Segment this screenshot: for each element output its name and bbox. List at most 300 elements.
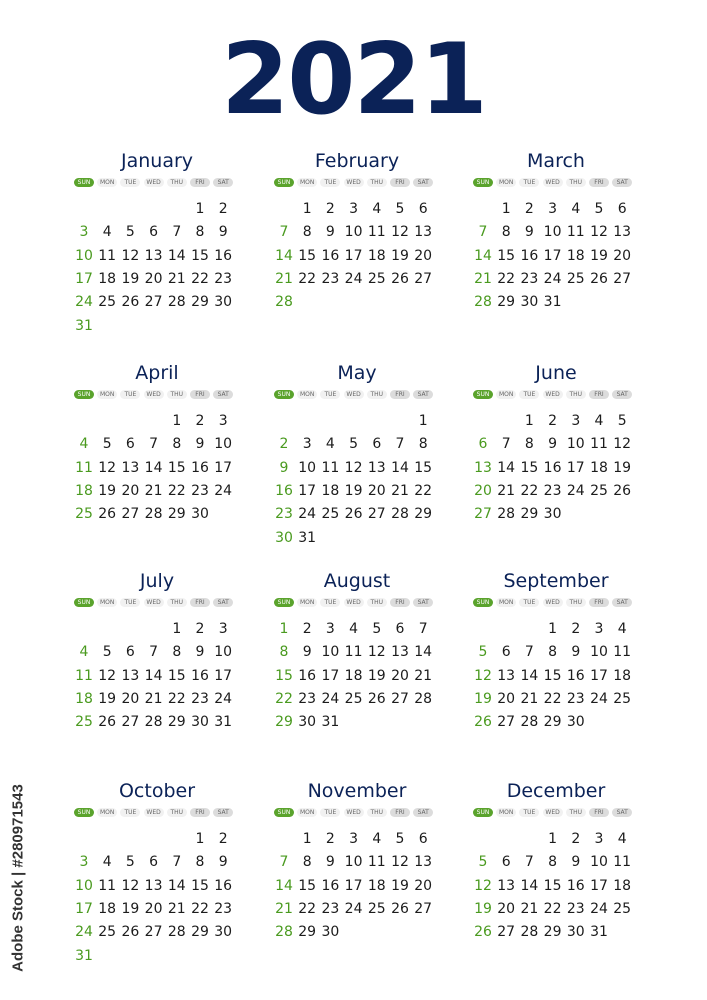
weekday-label-fri: FRI [589,808,609,817]
day-cell: 9 [195,436,205,453]
month-title: November [307,780,407,802]
day-cell: 28 [414,690,433,707]
day-cell: 8 [501,224,511,241]
day-cell: 28 [520,714,539,731]
month-october [72,780,242,990]
day-cell: 22 [298,900,317,917]
day-cell: 12 [474,667,492,684]
day-cell: 4 [372,201,382,217]
day-cell: 14 [520,877,539,894]
weekday-label-mon: MON [496,598,516,607]
day-cell: 8 [172,436,182,453]
day-cell: 24 [344,270,363,287]
day-cell: 19 [121,900,140,917]
day-cell: 27 [497,924,516,941]
day-cell: 20 [414,247,433,264]
day-cell: 28 [275,924,293,941]
day-cell: 31 [590,924,608,941]
day-cell: 21 [275,900,293,917]
day-cell: 18 [98,270,117,287]
day-cell: 15 [298,877,317,894]
day-cell: 18 [321,482,340,499]
day-cell: 15 [191,877,209,894]
day-cell: 8 [524,436,534,453]
day-cell: 5 [395,831,405,847]
day-cell: 20 [391,667,409,684]
day-cell: 29 [191,924,209,941]
day-cell: 1 [302,201,312,217]
weekday-label-mon: MON [97,178,117,187]
weekday-label-mon: MON [496,808,516,817]
day-cell: 16 [321,247,340,264]
weekday-label-sat: SAT [213,808,233,817]
day-cell: 27 [144,294,163,311]
day-cell: 1 [501,201,511,217]
month-july [72,570,242,780]
day-cell: 7 [524,644,534,661]
weekday-label-sun: SUN [274,178,294,187]
day-cell: 2 [571,621,581,637]
month-title: September [503,570,609,592]
month-title: August [323,570,391,592]
day-cell: 27 [613,270,632,287]
day-cell: 19 [590,247,608,264]
weekday-label-sat: SAT [213,178,233,187]
month-november [272,780,442,990]
day-cell: 2 [195,413,205,429]
day-cell: 10 [543,224,562,241]
weekday-label-mon: MON [297,598,317,607]
day-cell: 1 [524,413,534,429]
day-cell: 3 [349,831,359,847]
day-cell: 23 [321,900,340,917]
day-cell: 10 [344,854,363,871]
day-cell: 2 [279,436,289,453]
weekday-label-sun: SUN [74,178,94,187]
day-cell: 16 [298,667,317,684]
weekday-label-thu: THU [566,808,586,817]
weekday-label-sun: SUN [274,390,294,399]
day-cell: 22 [520,482,539,499]
weekday-label-fri: FRI [390,390,410,399]
day-cell: 11 [590,436,608,453]
day-cell: 5 [102,436,112,453]
day-cell: 14 [391,459,409,476]
day-cell: 5 [102,644,112,661]
weekday-label-tue: TUE [120,178,140,187]
day-cell: 13 [121,667,140,684]
day-cell: 8 [195,854,205,871]
weekday-label-fri: FRI [589,598,609,607]
day-cell: 25 [98,924,117,941]
day-cell: 20 [497,900,516,917]
day-cell: 19 [391,877,409,894]
day-cell: 13 [474,459,492,476]
weekday-label-fri: FRI [190,598,210,607]
day-cell: 5 [478,644,488,661]
day-cell: 17 [298,482,317,499]
day-cell: 7 [478,224,488,241]
day-cell: 22 [497,270,516,287]
day-cell: 4 [325,436,335,453]
day-cell: 9 [302,644,312,661]
month-title: May [337,362,377,384]
weekday-header [272,808,442,817]
day-cell: 19 [98,482,117,499]
day-cell: 7 [172,854,182,871]
day-cell: 16 [214,247,233,264]
day-cell: 1 [195,831,205,847]
day-cell: 19 [474,690,492,707]
day-cell: 28 [167,294,186,311]
day-cell: 6 [617,201,627,217]
weekday-label-sat: SAT [413,598,433,607]
day-cell: 24 [590,900,608,917]
weekday-label-wed: WED [344,808,364,817]
day-cell: 28 [391,506,409,523]
day-cell: 8 [302,854,312,871]
day-cell: 6 [478,436,488,453]
day-cell: 25 [367,270,386,287]
day-cell: 2 [325,201,335,217]
day-cell: 25 [75,714,93,731]
day-cell: 15 [167,667,186,684]
day-cell: 16 [520,247,539,264]
weekday-label-sat: SAT [213,390,233,399]
day-cell: 26 [590,270,608,287]
day-cell: 14 [275,877,293,894]
day-cell: 24 [75,924,93,941]
weekday-label-thu: THU [167,390,187,399]
day-cell: 13 [144,247,163,264]
day-cell: 12 [590,224,608,241]
day-cell: 20 [474,482,492,499]
day-cell: 31 [321,714,340,731]
day-cell: 2 [218,201,228,217]
weekday-label-sun: SUN [274,808,294,817]
day-cell: 17 [344,247,363,264]
day-cell: 21 [414,667,433,684]
day-cell: 9 [279,459,289,476]
weekday-label-fri: FRI [190,808,210,817]
day-cell: 16 [543,459,562,476]
day-cell: 28 [474,294,492,311]
day-cell: 10 [214,644,233,661]
day-cell: 27 [121,506,140,523]
day-cell: 31 [75,947,93,964]
day-cell: 1 [279,621,289,637]
weekday-label-wed: WED [144,178,164,187]
day-cell: 11 [613,644,632,661]
day-cell: 12 [391,854,409,871]
day-cell: 23 [275,506,293,523]
day-cell: 20 [613,247,632,264]
weekday-label-wed: WED [144,598,164,607]
day-cell: 7 [524,854,534,871]
day-cell: 2 [571,831,581,847]
day-cell: 30 [566,924,585,941]
day-cell: 22 [191,900,209,917]
weekday-label-sat: SAT [413,390,433,399]
day-cell: 25 [98,294,117,311]
weekday-label-thu: THU [167,178,187,187]
day-cell: 30 [191,714,209,731]
day-cell: 29 [275,714,293,731]
day-cell: 25 [613,900,632,917]
weekday-header [272,178,442,187]
day-cell: 17 [566,459,585,476]
day-cell: 18 [344,667,363,684]
weekday-label-sun: SUN [473,598,493,607]
weekday-label-mon: MON [496,178,516,187]
day-cell: 4 [571,201,581,217]
weekday-label-thu: THU [566,178,586,187]
month-title: July [139,570,175,592]
day-cell: 8 [195,224,205,241]
day-cell: 14 [520,667,539,684]
day-cell: 7 [279,224,289,241]
day-cell: 13 [613,224,632,241]
day-cell: 29 [520,506,539,523]
day-cell: 9 [571,644,581,661]
day-cell: 18 [367,877,386,894]
day-cell: 17 [214,459,233,476]
day-cell: 17 [214,667,233,684]
weekday-label-sat: SAT [413,808,433,817]
day-cell: 29 [191,294,209,311]
day-cell: 11 [98,877,117,894]
day-cell: 3 [594,831,604,847]
day-cell: 25 [590,482,608,499]
day-cell: 30 [543,506,562,523]
weekday-label-sat: SAT [612,178,632,187]
day-cell: 15 [167,459,186,476]
day-cell: 15 [520,459,539,476]
day-cell: 3 [548,201,558,217]
day-cell: 30 [520,294,539,311]
weekday-label-sun: SUN [473,808,493,817]
day-cell: 24 [344,900,363,917]
day-cell: 26 [474,924,492,941]
weekday-label-sat: SAT [612,598,632,607]
day-cell: 3 [571,413,581,429]
day-cell: 3 [79,854,89,871]
day-cell: 24 [543,270,562,287]
day-cell: 1 [172,413,182,429]
day-cell: 26 [367,690,386,707]
day-cell: 22 [191,270,209,287]
day-cell: 11 [75,667,93,684]
day-cell: 26 [121,294,140,311]
day-cell: 29 [167,506,186,523]
day-cell: 17 [75,270,93,287]
weekday-label-wed: WED [543,390,563,399]
day-cell: 5 [617,413,627,429]
day-cell: 31 [298,529,317,546]
day-cell: 5 [478,854,488,871]
day-cell: 26 [474,714,492,731]
month-august [272,570,442,780]
day-cell: 11 [344,644,363,661]
weekday-label-wed: WED [344,390,364,399]
weekday-label-sun: SUN [274,598,294,607]
day-cell: 4 [102,854,112,871]
day-cell: 18 [590,459,608,476]
day-cell: 21 [144,482,163,499]
day-cell: 17 [590,667,608,684]
weekday-label-fri: FRI [390,808,410,817]
day-cell: 14 [275,247,293,264]
day-cell: 15 [191,247,209,264]
day-cell: 7 [149,644,159,661]
day-cell: 26 [121,924,140,941]
day-cell: 10 [214,436,233,453]
day-cell: 16 [214,877,233,894]
day-cell: 13 [414,854,433,871]
day-cell: 26 [391,900,409,917]
day-cell: 7 [279,854,289,871]
day-cell: 2 [218,831,228,847]
day-cell: 30 [214,294,233,311]
day-cell: 3 [349,201,359,217]
weekday-header [72,178,242,187]
day-cell: 6 [501,644,511,661]
day-cell: 21 [167,900,186,917]
weekday-label-sat: SAT [612,808,632,817]
day-cell: 12 [613,436,632,453]
day-cell: 4 [594,413,604,429]
day-cell: 6 [501,854,511,871]
weekday-label-wed: WED [144,808,164,817]
day-cell: 11 [75,459,93,476]
day-cell: 29 [543,924,562,941]
day-cell: 20 [121,482,140,499]
day-cell: 10 [298,459,317,476]
day-cell: 16 [321,877,340,894]
day-cell: 12 [391,224,409,241]
day-cell: 8 [548,854,558,871]
day-cell: 21 [144,690,163,707]
day-cell: 11 [566,224,585,241]
weekday-label-sun: SUN [74,390,94,399]
day-cell: 19 [474,900,492,917]
day-cell: 3 [325,621,335,637]
day-cell: 17 [75,900,93,917]
day-cell: 30 [214,924,233,941]
day-cell: 9 [325,854,335,871]
day-cell: 23 [543,482,562,499]
day-cell: 13 [121,459,140,476]
day-cell: 19 [121,270,140,287]
day-cell: 15 [543,667,562,684]
day-cell: 4 [79,436,89,453]
day-cell: 30 [191,506,209,523]
day-cell: 3 [218,413,228,429]
weekday-label-thu: THU [367,808,387,817]
month-january [72,150,242,360]
day-cell: 7 [501,436,511,453]
weekday-label-tue: TUE [519,598,539,607]
day-cell: 21 [167,270,186,287]
day-cell: 6 [149,854,159,871]
weekday-label-wed: WED [543,598,563,607]
day-cell: 14 [144,459,163,476]
day-cell: 11 [367,224,386,241]
month-may [272,362,442,572]
day-cell: 17 [543,247,562,264]
day-cell: 7 [172,224,182,241]
day-cell: 30 [566,714,585,731]
weekday-label-mon: MON [97,390,117,399]
day-cell: 19 [98,690,117,707]
day-cell: 6 [125,436,135,453]
weekday-label-tue: TUE [120,598,140,607]
weekday-label-sat: SAT [213,598,233,607]
weekday-header [471,808,641,817]
day-cell: 12 [121,877,140,894]
day-cell: 25 [566,270,585,287]
month-title: January [120,150,194,172]
day-cell: 12 [344,459,363,476]
day-cell: 20 [121,690,140,707]
day-cell: 23 [321,270,340,287]
day-cell: 18 [613,877,632,894]
day-cell: 11 [367,854,386,871]
day-cell: 7 [395,436,405,453]
weekday-label-thu: THU [566,390,586,399]
day-cell: 2 [524,201,534,217]
day-cell: 20 [497,690,516,707]
day-cell: 3 [79,224,89,241]
weekday-header [272,598,442,607]
day-cell: 27 [497,714,516,731]
weekday-label-sun: SUN [473,390,493,399]
day-cell: 30 [275,529,293,546]
day-cell: 22 [543,690,562,707]
day-cell: 16 [191,459,209,476]
day-cell: 9 [195,644,205,661]
day-cell: 5 [125,224,135,241]
day-cell: 23 [214,900,233,917]
day-cell: 6 [372,436,382,453]
day-cell: 12 [98,667,117,684]
weekday-label-mon: MON [297,178,317,187]
day-cell: 23 [191,482,209,499]
day-cell: 16 [566,877,585,894]
day-cell: 24 [566,482,585,499]
day-cell: 15 [298,247,317,264]
day-cell: 27 [474,506,492,523]
month-september [471,570,641,780]
day-cell: 21 [275,270,293,287]
month-february [272,150,442,360]
day-cell: 4 [372,831,382,847]
day-cell: 5 [349,436,359,453]
day-cell: 9 [218,224,228,241]
weekday-label-sun: SUN [74,598,94,607]
weekday-label-tue: TUE [519,178,539,187]
day-cell: 20 [367,482,386,499]
day-cell: 1 [418,413,428,429]
day-cell: 8 [302,224,312,241]
day-cell: 15 [414,459,433,476]
day-cell: 31 [214,714,233,731]
day-cell: 25 [367,900,386,917]
day-cell: 25 [344,690,363,707]
day-cell: 3 [218,621,228,637]
day-cell: 14 [414,644,433,661]
day-cell: 26 [613,482,632,499]
